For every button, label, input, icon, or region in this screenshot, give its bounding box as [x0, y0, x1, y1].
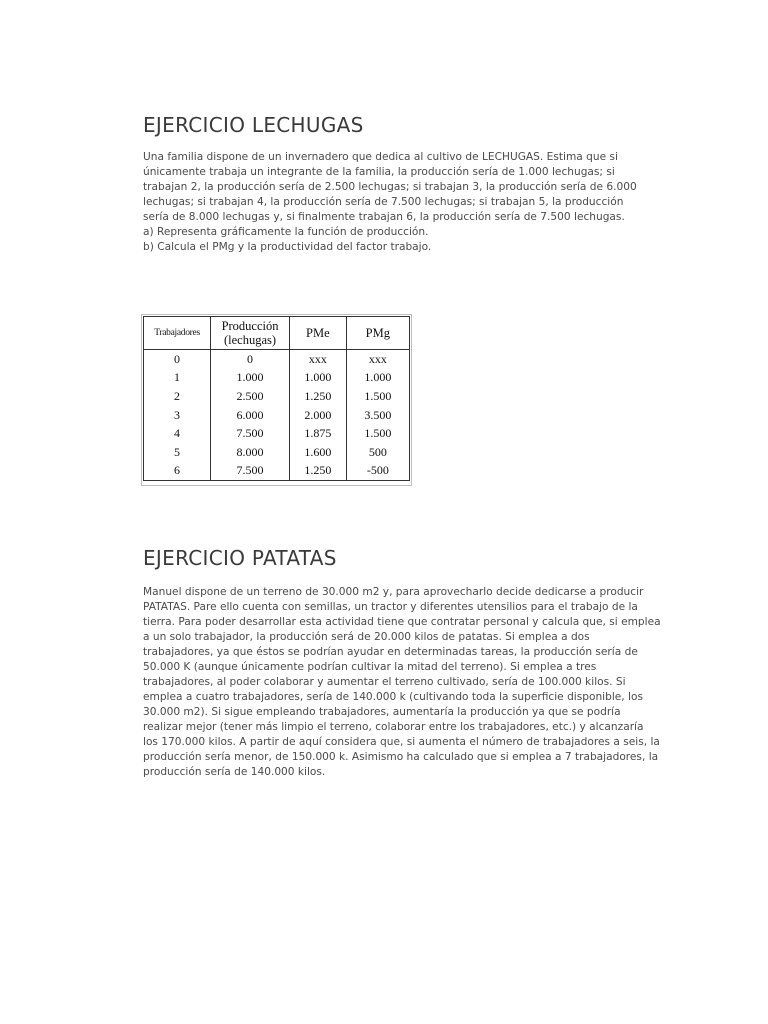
table-row [144, 406, 410, 425]
cell-produccion: 0 [211, 350, 290, 369]
table-row [144, 424, 410, 443]
patatas-paragraph: Manuel dispone de un terreno de 30.000 m2 y, para aprovecharlo decide dedicarse a producir PATATAS. Pare ello cuenta con semillas, un tractor y diferentes utensilios para el trabajo de la tierra. Para poder desarrollar esta actividad tiene que contratar personal y calcula que, si emplea a un solo trabajador, la producción será de 20.000 kilos de patatas. Si emplea a dos trabajadores, ya que éstos se podrían ayudar en determinadas tareas, la producción sería de 50.000 K (aunque únicamente podrían cultivar la mitad del terreno). Si emplea a tres trabajadores, al poder colaborar y aumentar el terreno cultivado, sería de 100.000 kilos. Si emplea a cuatro trabajadores, sería de 140.000 k (cultivando toda la superficie disponible, los 30.000 m2). Si sigue empleando trabajadores, aumentaría la producción ya que se podría realizar mejor (tener más limpio el terreno, colaborar entre los trabajadores, etc.) y alcanzaría los 170.000 kilos. A partir de aquí considera que, si aumenta el número de trabajadores a seis, la producción sería menor, de 150.000 k. Asimismo ha calculado que si emplea a 7 trabajadores, la producción sería de 140.000 kilos. [143, 586, 661, 778]
cell-trabajadores: 0 [144, 350, 211, 369]
cell-trabajadores: 3 [144, 406, 211, 425]
cell-pme: 1.250 [290, 462, 347, 481]
cell-produccion: 7.500 [211, 462, 290, 481]
header-pmg: PMg [346, 317, 409, 350]
table-row [144, 369, 410, 388]
cell-pmg: 3.500 [346, 406, 409, 425]
cell-produccion: 6.000 [211, 406, 290, 425]
header-produccion-line1: Producción [221, 319, 279, 333]
table-body [144, 350, 410, 481]
header-produccion [211, 317, 290, 350]
table-row [144, 443, 410, 462]
cell-pmg: 500 [346, 443, 409, 462]
cell-produccion: 8.000 [211, 443, 290, 462]
cell-pmg: 1.500 [346, 424, 409, 443]
table-row [144, 350, 410, 369]
cell-pmg: 1.000 [346, 369, 409, 388]
table-row [144, 462, 410, 481]
cell-produccion: 2.500 [211, 387, 290, 406]
lechugas-paragraph: Una familia dispone de un invernadero que dedica al cultivo de LECHUGAS. Estima que si únicamente trabaja un integrante de la familia, la producción sería de 1.000 lechugas; si trabajan 2, la producción sería de 2.500 lechugas; si trabajan 3, la producción sería de 6.000 lechugas; si trabajan 4, la producción sería de 7.500 lechugas; si trabajan 5, la producción sería de 8.000 lechugas y, si finalmente trabajan 6, la producción sería de 7.500 lechugas. [143, 151, 637, 223]
lechugas-question-b: b) Calcula el PMg y la productividad del factor trabajo. [143, 241, 432, 253]
cell-trabajadores: 4 [144, 424, 211, 443]
lechugas-title: EJERCICIO LECHUGAS [143, 113, 364, 137]
header-produccion-line2: (lechugas) [224, 333, 277, 347]
header-trabajadores: Trabajadores [144, 317, 211, 350]
lechugas-text [143, 150, 643, 255]
cell-pme: xxx [290, 350, 347, 369]
patatas-title: EJERCICIO PATATAS [143, 546, 337, 570]
cell-trabajadores: 5 [144, 443, 211, 462]
cell-pmg: 1.500 [346, 387, 409, 406]
table-header-row [144, 317, 410, 350]
cell-pmg: xxx [346, 350, 409, 369]
cell-produccion: 7.500 [211, 424, 290, 443]
production-table [143, 316, 410, 481]
cell-pme: 1.600 [290, 443, 347, 462]
cell-pme: 1.875 [290, 424, 347, 443]
cell-trabajadores: 2 [144, 387, 211, 406]
header-pme: PMe [290, 317, 347, 350]
cell-pme: 1.250 [290, 387, 347, 406]
cell-pmg: -500 [346, 462, 409, 481]
cell-pme: 1.000 [290, 369, 347, 388]
cell-trabajadores: 1 [144, 369, 211, 388]
table-row [144, 387, 410, 406]
cell-pme: 2.000 [290, 406, 347, 425]
cell-trabajadores: 6 [144, 462, 211, 481]
cell-produccion: 1.000 [211, 369, 290, 388]
lechugas-question-a: a) Representa gráficamente la función de producción. [143, 226, 429, 238]
